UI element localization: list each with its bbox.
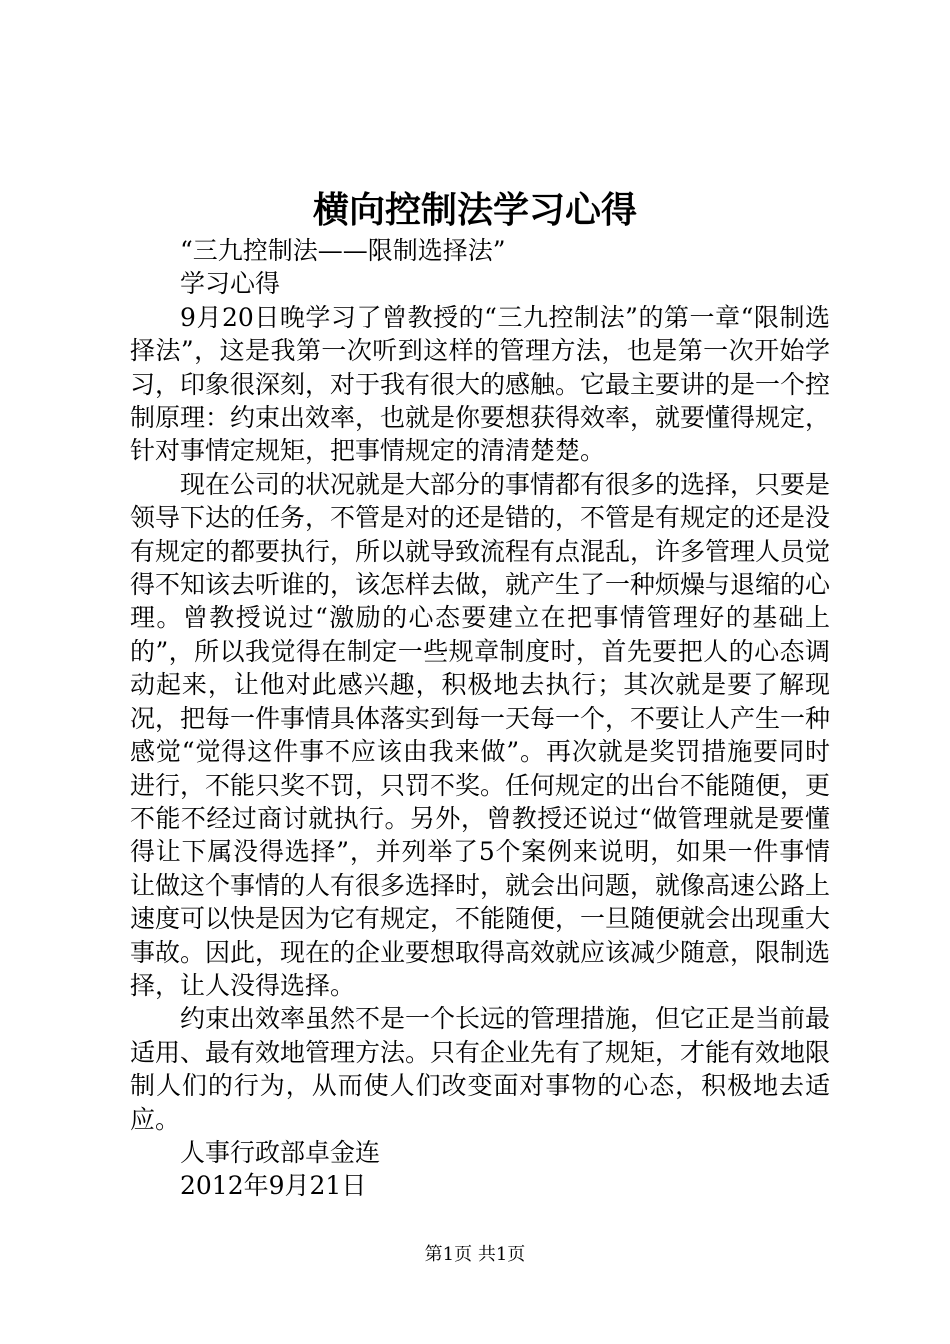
document-title: 横向控制法学习心得 xyxy=(312,189,637,231)
subtitle-line: 学习心得 xyxy=(180,269,281,299)
page-footer: 第1页 共1页 xyxy=(424,1244,526,1265)
body-paragraph: 约束出效率虽然不是一个长远的管理措施，但它正是当前最适用、最有效地管理方法。只有企业先有了规矩，才能有效地限制人们的行为，从而使人们改变面对事物的心态，积极地去适应。 xyxy=(130,1004,831,1134)
body-paragraph: 现在公司的状况就是大部分的事情都有很多的选择，只要是领导下达的任务，不管是对的还是错的，不管是有规定的还是没有规定的都要执行，所以就导致流程有点混乱，许多管理人员觉得不知该去听谁的，该怎样去做，就产生了一种烦燥与退缩的心理。曾教授说过“激励的心态要建立在把事情管理好的基础上的”，所以我觉得在制定一些规章制度时，首先要把人的心态调动起来，让他对此感兴趣，积极地去执行；其次就是要了解现况，把每一件事情具体落实到每一天每一个，不要让人产生一种感觉“觉得这件事不应该由我来做”。再次就是奖罚措施要同时进行，不能只奖不罚，只罚不奖。任何规定的出台不能随便，更不能不经过商讨就执行。另外，曾教授还说过“做管理就是要懂得让下属没得选择”，并列举了5个案例来说明，如果一件事情让做这个事情的人有很多选择时，就会出问题，就像高速公路上速度可以快是因为它有规定，不能随便，一旦随便就会出现重大事故。因此，现在的企业要想取得高效就应该减少随意，限制选择，让人没得选择。 xyxy=(130,469,831,1000)
body-paragraph: 9月20日晚学习了曾教授的“三九控制法”的第一章“限制选择法”，这是我第一次听到这样的管理方法，也是第一次开始学习，印象很深刻，对于我有很大的感触。它最主要讲的是一个控制原理：约束出效率，也就是你要想获得效率，就要懂得规定，针对事情定规矩，把事情规定的清清楚楚。 xyxy=(130,302,831,466)
signature-author: 人事行政部卓金连 xyxy=(180,1137,381,1167)
document-body xyxy=(130,234,830,1203)
subtitle-line: “三九控制法——限制选择法” xyxy=(180,236,506,265)
signature-date: 2012年9月21日 xyxy=(180,1171,367,1201)
